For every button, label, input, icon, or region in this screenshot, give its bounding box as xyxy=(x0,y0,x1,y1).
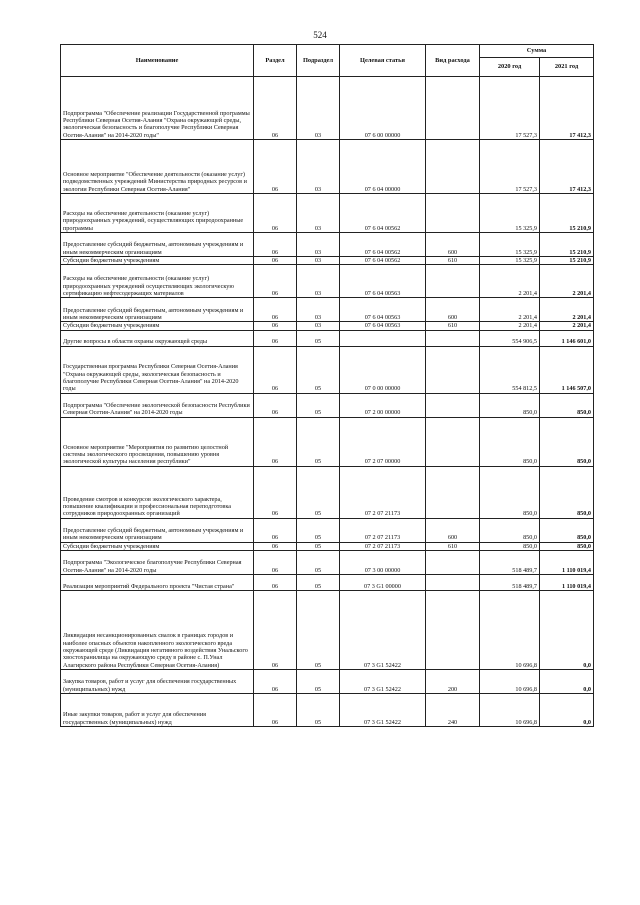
row-value-2021: 1 110 019,4 xyxy=(540,550,594,574)
row-target xyxy=(340,330,426,346)
table-row xyxy=(61,542,594,550)
row-section: 06 xyxy=(254,330,297,346)
row-subsection: 05 xyxy=(297,346,340,393)
table-row xyxy=(61,550,594,574)
row-expense-type: 600 xyxy=(426,233,480,257)
table-row xyxy=(61,233,594,257)
row-name: Основное мероприятие "Обеспечение деятельности (оказание услуг) подведомственных учреждений Министерства природных ресурсов и экологии Республики Северная Осетия-Алания" xyxy=(61,140,254,194)
row-name: Подпрограмма "Экологическое благополучие Республики Северная Осетия-Алания" на 2014-2020 годы xyxy=(61,550,254,574)
row-name: Расходы на обеспечение деятельности (оказание услуг) природоохранных учреждений, осуществляющих природоохранные программы xyxy=(61,194,254,233)
row-section: 06 xyxy=(254,590,297,669)
row-section: 06 xyxy=(254,693,297,726)
row-target: 07 6 04 00562 xyxy=(340,233,426,257)
row-subsection: 03 xyxy=(297,194,340,233)
row-value-2021: 15 210,9 xyxy=(540,194,594,233)
row-target: 07 3 G1 00000 xyxy=(340,574,426,590)
row-subsection: 05 xyxy=(297,518,340,542)
row-target: 07 3 G1 52422 xyxy=(340,669,426,693)
row-name: Предоставление субсидий бюджетным, автономным учреждениям и иным некоммерческим организациям xyxy=(61,298,254,322)
row-expense-type xyxy=(426,417,480,466)
row-value-2020: 850,0 xyxy=(480,417,540,466)
row-subsection: 03 xyxy=(297,233,340,257)
row-value-2021: 17 412,3 xyxy=(540,77,594,140)
header-expense-type: Вид расхода xyxy=(426,45,480,77)
row-section: 06 xyxy=(254,77,297,140)
row-subsection: 03 xyxy=(297,257,340,265)
row-subsection: 05 xyxy=(297,393,340,417)
row-section: 06 xyxy=(254,550,297,574)
header-name: Наименование xyxy=(61,45,254,77)
row-value-2020: 518 489,7 xyxy=(480,550,540,574)
table-row xyxy=(61,194,594,233)
row-expense-type: 600 xyxy=(426,518,480,542)
row-name: Подпрограмма "Обеспечение реализации Государственной программы Республики Северная Осетия-Алания "Охрана окружающей среды, экологическая безопасность и благополучие Республики Северная Осетия-Алания" на 2014-2020 годы" xyxy=(61,77,254,140)
row-expense-type xyxy=(426,77,480,140)
table-row xyxy=(61,346,594,393)
row-value-2021: 15 210,9 xyxy=(540,257,594,265)
row-section: 06 xyxy=(254,518,297,542)
row-target: 07 0 00 00000 xyxy=(340,346,426,393)
row-name: Предоставление субсидий бюджетным, автономным учреждениям и иным некоммерческим организациям xyxy=(61,518,254,542)
table-row xyxy=(61,393,594,417)
row-target: 07 2 07 21173 xyxy=(340,466,426,518)
row-target: 07 2 07 21173 xyxy=(340,542,426,550)
row-subsection: 03 xyxy=(297,265,340,298)
row-target: 07 2 00 00000 xyxy=(340,393,426,417)
row-value-2020: 850,0 xyxy=(480,542,540,550)
row-value-2020: 2 201,4 xyxy=(480,265,540,298)
row-section: 06 xyxy=(254,322,297,330)
row-subsection: 05 xyxy=(297,669,340,693)
row-value-2021: 850,0 xyxy=(540,518,594,542)
page-number: 524 xyxy=(313,30,327,40)
row-expense-type: 610 xyxy=(426,322,480,330)
header-2021: 2021 год xyxy=(540,58,594,77)
row-target: 07 6 04 00562 xyxy=(340,257,426,265)
row-value-2021: 15 210,9 xyxy=(540,233,594,257)
table-row xyxy=(61,693,594,726)
row-target: 07 3 00 00000 xyxy=(340,550,426,574)
row-target: 07 6 04 00000 xyxy=(340,140,426,194)
row-section: 06 xyxy=(254,233,297,257)
row-value-2020: 15 325,9 xyxy=(480,257,540,265)
budget-table xyxy=(60,44,594,727)
row-target: 07 2 07 00000 xyxy=(340,417,426,466)
table-body xyxy=(61,77,594,727)
row-name: Предоставление субсидий бюджетным, автономным учреждениям и иным некоммерческим организациям xyxy=(61,233,254,257)
row-value-2021: 2 201,4 xyxy=(540,298,594,322)
row-section: 06 xyxy=(254,265,297,298)
row-target: 07 6 04 00562 xyxy=(340,194,426,233)
row-subsection: 05 xyxy=(297,542,340,550)
row-value-2020: 17 527,3 xyxy=(480,77,540,140)
row-section: 06 xyxy=(254,417,297,466)
row-expense-type: 610 xyxy=(426,542,480,550)
row-section: 06 xyxy=(254,194,297,233)
table-row xyxy=(61,574,594,590)
row-value-2021: 0,0 xyxy=(540,693,594,726)
table-row xyxy=(61,77,594,140)
table-row xyxy=(61,257,594,265)
row-value-2020: 10 696,8 xyxy=(480,693,540,726)
row-expense-type xyxy=(426,574,480,590)
row-name: Основное мероприятие "Мероприятия по развитию целостной системы экологического просвещения, повышению уровня экологической культуры населения республики" xyxy=(61,417,254,466)
row-value-2020: 15 325,9 xyxy=(480,233,540,257)
row-name: Государственная программа Республики Северная Осетия-Алания "Охрана окружающей среды, экологическая безопасность и благополучие Республики Северная Осетия-Алания" на 2014-2020 годы xyxy=(61,346,254,393)
row-value-2021: 0,0 xyxy=(540,590,594,669)
row-subsection: 05 xyxy=(297,417,340,466)
header-sum: Сумма xyxy=(480,45,594,58)
row-section: 06 xyxy=(254,542,297,550)
row-name: Субсидии бюджетным учреждениям xyxy=(61,322,254,330)
row-target: 07 6 04 00563 xyxy=(340,265,426,298)
row-expense-type xyxy=(426,550,480,574)
row-name: Закупка товаров, работ и услуг для обеспечения государственных (муниципальных) нужд xyxy=(61,669,254,693)
row-target: 07 6 04 00563 xyxy=(340,322,426,330)
row-section: 06 xyxy=(254,574,297,590)
header-2020: 2020 год xyxy=(480,58,540,77)
header-section: Раздел xyxy=(254,45,297,77)
row-value-2020: 850,0 xyxy=(480,518,540,542)
table-row xyxy=(61,140,594,194)
row-value-2020: 10 696,8 xyxy=(480,590,540,669)
row-target: 07 2 07 21173 xyxy=(340,518,426,542)
row-subsection: 05 xyxy=(297,590,340,669)
row-value-2021: 1 146 507,0 xyxy=(540,346,594,393)
row-expense-type xyxy=(426,590,480,669)
row-subsection: 05 xyxy=(297,466,340,518)
row-value-2021: 850,0 xyxy=(540,542,594,550)
row-expense-type xyxy=(426,265,480,298)
header-target: Целевая статья xyxy=(340,45,426,77)
row-expense-type xyxy=(426,466,480,518)
row-value-2020: 554 812,5 xyxy=(480,346,540,393)
row-value-2020: 850,0 xyxy=(480,393,540,417)
row-value-2020: 2 201,4 xyxy=(480,298,540,322)
row-subsection: 03 xyxy=(297,77,340,140)
row-name: Субсидии бюджетным учреждениям xyxy=(61,257,254,265)
row-subsection: 03 xyxy=(297,322,340,330)
row-value-2020: 850,0 xyxy=(480,466,540,518)
row-value-2021: 850,0 xyxy=(540,393,594,417)
row-section: 06 xyxy=(254,669,297,693)
row-target: 07 3 G1 52422 xyxy=(340,590,426,669)
row-section: 06 xyxy=(254,257,297,265)
row-value-2020: 518 489,7 xyxy=(480,574,540,590)
row-value-2021: 2 201,4 xyxy=(540,265,594,298)
header-subsection: Подраздел xyxy=(297,45,340,77)
row-subsection: 05 xyxy=(297,330,340,346)
table-row xyxy=(61,265,594,298)
row-expense-type xyxy=(426,194,480,233)
row-target: 07 6 04 00563 xyxy=(340,298,426,322)
row-value-2020: 2 201,4 xyxy=(480,322,540,330)
row-expense-type: 610 xyxy=(426,257,480,265)
table-row xyxy=(61,466,594,518)
row-section: 06 xyxy=(254,393,297,417)
row-expense-type xyxy=(426,140,480,194)
table-row xyxy=(61,322,594,330)
row-subsection: 03 xyxy=(297,140,340,194)
row-value-2020: 10 696,8 xyxy=(480,669,540,693)
row-name: Подпрограмма "Обеспечение экологической безопасности Республики Северная Осетия-Алания" на 2014-2020 годы xyxy=(61,393,254,417)
row-value-2020: 17 527,3 xyxy=(480,140,540,194)
row-name: Ликвидация несанкционированных свалок в границах городов и наиболее опасных объектов накопленного экологического вреда окружающей среде (Ликвидация негативного воздействия Унальского хвостохранилища на окружающую среду в районе с. П.Унал Алагирского района Республики Северная Осетия-Алания) xyxy=(61,590,254,669)
row-value-2021: 1 146 601,0 xyxy=(540,330,594,346)
row-name: Реализация мероприятий Федерального проекта "Чистая страна" xyxy=(61,574,254,590)
row-value-2021: 850,0 xyxy=(540,466,594,518)
row-expense-type xyxy=(426,393,480,417)
row-expense-type: 240 xyxy=(426,693,480,726)
row-expense-type xyxy=(426,346,480,393)
row-value-2021: 0,0 xyxy=(540,669,594,693)
table-row xyxy=(61,330,594,346)
row-value-2021: 1 110 019,4 xyxy=(540,574,594,590)
table-row xyxy=(61,298,594,322)
row-section: 06 xyxy=(254,346,297,393)
row-value-2021: 850,0 xyxy=(540,417,594,466)
table-row xyxy=(61,417,594,466)
row-expense-type: 600 xyxy=(426,298,480,322)
row-name: Проведение смотров и конкурсов экологического характера, повышение квалификации и профессиональная переподготовка сотрудников природоохранных организаций xyxy=(61,466,254,518)
row-section: 06 xyxy=(254,140,297,194)
row-value-2020: 15 325,9 xyxy=(480,194,540,233)
row-section: 06 xyxy=(254,466,297,518)
row-expense-type xyxy=(426,330,480,346)
row-target: 07 6 00 00000 xyxy=(340,77,426,140)
row-name: Другие вопросы в области охраны окружающей среды xyxy=(61,330,254,346)
row-subsection: 03 xyxy=(297,298,340,322)
table-row xyxy=(61,518,594,542)
row-value-2021: 2 201,4 xyxy=(540,322,594,330)
row-name: Субсидии бюджетным учреждениям xyxy=(61,542,254,550)
row-target: 07 3 G1 52422 xyxy=(340,693,426,726)
row-section: 06 xyxy=(254,298,297,322)
row-value-2020: 554 906,5 xyxy=(480,330,540,346)
row-subsection: 05 xyxy=(297,693,340,726)
row-expense-type: 200 xyxy=(426,669,480,693)
table-row xyxy=(61,669,594,693)
row-name: Иные закупки товаров, работ и услуг для обеспечения государственных (муниципальных) нужд xyxy=(61,693,254,726)
row-value-2021: 17 412,3 xyxy=(540,140,594,194)
table-row xyxy=(61,590,594,669)
row-subsection: 05 xyxy=(297,574,340,590)
row-name: Расходы на обеспечение деятельности (оказание услуг) природоохранных учреждений осуществляющих экологическую сертификацию нефтесодержащих материалов xyxy=(61,265,254,298)
row-subsection: 05 xyxy=(297,550,340,574)
